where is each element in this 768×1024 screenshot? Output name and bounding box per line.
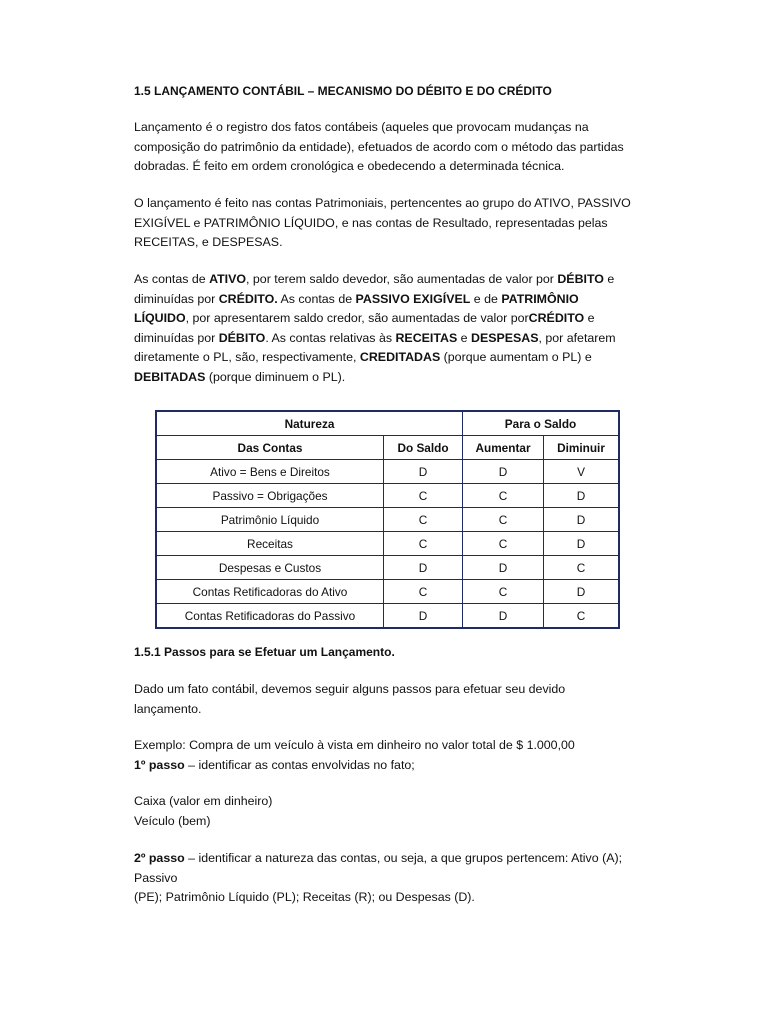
cell-aumentar: C	[463, 484, 544, 508]
paragraph-passos-intro: Dado um fato contábil, devemos seguir alguns passos para efetuar seu devido lançamento.	[134, 682, 566, 716]
paragraph-debito-credito: As contas de ATIVO, por terem saldo devedor, são aumentadas de valor por DÉBITO e diminuídas por CRÉDITO. As contas de PASSIVO EXIGÍVEL e de PATRIMÔNIO LÍQUIDO, por apresentarem saldo credor, são aumentadas de valor porCRÉDITO e diminuídas por DÉBITO. As contas relativas às RECEITAS e DESPESAS, por afetarem diretamente o PL, são, respectivamente, CREDITADAS (porque aumentam o PL) e DEBITADAS (porque diminuem o PL).	[134, 272, 616, 384]
cell-conta: Passivo = Obrigações	[156, 484, 384, 508]
table-row	[156, 604, 619, 629]
cell-saldo: C	[384, 508, 463, 532]
step-2-continuation: (PE); Patrimônio Líquido (PL); Receitas (R); ou Despesas (D).	[134, 890, 475, 904]
cell-aumentar: D	[463, 556, 544, 580]
cell-aumentar: C	[463, 532, 544, 556]
cell-aumentar: D	[463, 460, 544, 484]
table-row	[156, 484, 619, 508]
step-1-text: – identificar as contas envolvidas no fato;	[184, 758, 415, 772]
cell-conta: Contas Retificadoras do Ativo	[156, 580, 384, 604]
subsection-title: 1.5.1 Passos para se Efetuar um Lançamento.	[134, 645, 395, 659]
header-do-saldo: Do Saldo	[384, 436, 463, 460]
cell-aumentar: C	[463, 508, 544, 532]
cell-saldo: C	[384, 532, 463, 556]
cell-saldo: C	[384, 484, 463, 508]
step-2-text: – identificar a natureza das contas, ou seja, a que grupos pertencem: Ativo (A); Passivo	[134, 851, 623, 885]
cell-saldo: D	[384, 460, 463, 484]
cell-diminuir: D	[544, 580, 620, 604]
cell-diminuir: D	[544, 484, 620, 508]
cell-diminuir: C	[544, 556, 620, 580]
table-row	[156, 508, 619, 532]
natureza-saldo-table	[155, 410, 620, 629]
cell-aumentar: D	[463, 604, 544, 629]
paragraph-lancamento-definicao: Lançamento é o registro dos fatos contábeis (aqueles que provocam mudanças na composição do patrimônio da entidade), efetuados de acordo com o método das partidas dobradas. É feito em ordem cronológica e obedecendo a determinada técnica.	[134, 120, 624, 174]
cell-saldo: D	[384, 604, 463, 629]
step-2-label: 2º passo	[134, 851, 185, 865]
header-das-contas: Das Contas	[156, 436, 384, 460]
header-para-o-saldo: Para o Saldo	[463, 411, 620, 436]
step-2	[134, 849, 634, 888]
header-natureza: Natureza	[156, 411, 463, 436]
example-line: Exemplo: Compra de um veículo à vista em dinheiro no valor total de $ 1.000,00	[134, 738, 575, 752]
cell-diminuir: D	[544, 508, 620, 532]
cell-conta: Receitas	[156, 532, 384, 556]
header-diminuir: Diminuir	[544, 436, 620, 460]
cell-diminuir: C	[544, 604, 620, 629]
table-row	[156, 460, 619, 484]
section-title: 1.5 LANÇAMENTO CONTÁBIL – MECANISMO DO DÉBITO E DO CRÉDITO	[134, 84, 552, 98]
step-1-label: 1º passo	[134, 758, 185, 772]
cell-conta: Ativo = Bens e Direitos	[156, 460, 384, 484]
cell-aumentar: C	[463, 580, 544, 604]
cell-conta: Despesas e Custos	[156, 556, 384, 580]
table-row	[156, 532, 619, 556]
header-aumentar: Aumentar	[463, 436, 544, 460]
account-veiculo: Veículo (bem)	[134, 814, 211, 828]
cell-saldo: D	[384, 556, 463, 580]
paragraph-contas-patrimoniais: O lançamento é feito nas contas Patrimoniais, pertencentes ao grupo do ATIVO, PASSIVO EXIGÍVEL e PATRIMÔNIO LÍQUIDO, e nas contas de Resultado, representadas pelas RECEITAS, e DESPESAS.	[134, 196, 631, 250]
account-caixa: Caixa (valor em dinheiro)	[134, 794, 273, 808]
cell-saldo: C	[384, 580, 463, 604]
table-row	[156, 556, 619, 580]
table-row	[156, 580, 619, 604]
cell-conta: Contas Retificadoras do Passivo	[156, 604, 384, 629]
cell-conta: Patrimônio Líquido	[156, 508, 384, 532]
cell-diminuir: D	[544, 532, 620, 556]
table-header-row-1	[156, 411, 619, 436]
cell-diminuir: V	[544, 460, 620, 484]
table-header-row-2	[156, 436, 619, 460]
step-1	[134, 756, 634, 776]
